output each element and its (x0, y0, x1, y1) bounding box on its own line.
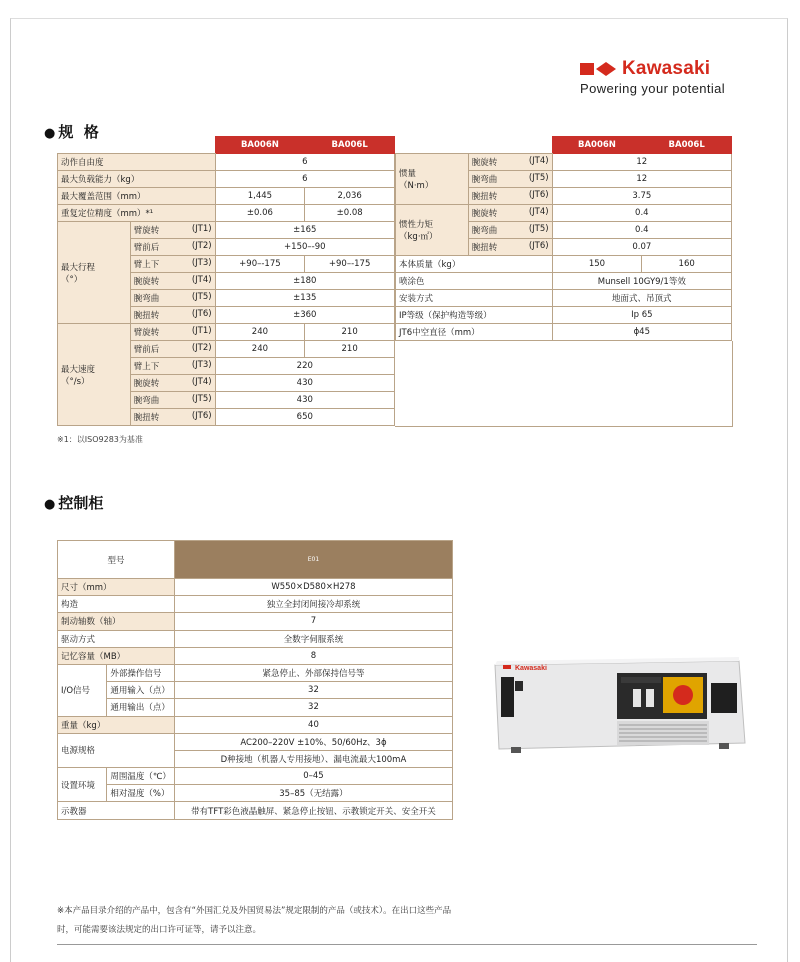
moment-label: 惯性力矩 （kg·㎡） (396, 205, 469, 256)
speed-jt1-n: 240 (215, 324, 305, 341)
mass-n: 150 (552, 256, 642, 273)
spec-note: ※1：以ISO9283为基准 (57, 435, 143, 444)
stroke-jt4-value: ±180 (215, 273, 394, 290)
mount-label: 安装方式 (396, 290, 553, 307)
header-ba006l-right: BA006L (642, 137, 732, 154)
power-value-1: AC200–220V ±10%、50/60Hz、3ϕ (174, 733, 452, 750)
io-ext-value: 紧急停止、外部保持信号等 (174, 664, 452, 681)
hollow-value: ϕ45 (552, 324, 731, 341)
mount-value: 地面式、吊顶式 (552, 290, 731, 307)
inertia-jt4-value: 12 (552, 154, 731, 171)
stroke-jt4-label: 腕旋转 (JT4) (130, 273, 215, 290)
moment-jt4-label: 腕旋转 (JT4) (468, 205, 552, 222)
stroke-jt3-n: +90–-175 (215, 256, 305, 273)
stroke-label: 最大行程 （°） (58, 222, 131, 324)
inertia-jt4-label: 腕旋转 (JT4) (468, 154, 552, 171)
stroke-jt2-value: +150–-90 (215, 239, 394, 256)
speed-jt3-label: 臂上下 (JT3) (130, 358, 215, 375)
speed-jt6-label: 腕扭转 (JT6) (130, 409, 215, 426)
stroke-jt1-value: ±165 (215, 222, 394, 239)
cabinet-table (57, 540, 453, 820)
header-ba006n-right: BA006N (552, 137, 642, 154)
structure-value: 独立全封闭间接冷却系统 (174, 596, 452, 613)
mass-label: 本体质量（kg） (396, 256, 553, 273)
io-ext-label: 外部操作信号 (107, 664, 175, 681)
drive-value: 全数字伺服系统 (174, 630, 452, 647)
ip-label: IP等级（保护构造等级） (396, 307, 553, 324)
speed-label: 最大速度 （°/s） (58, 324, 131, 426)
dof-value: 6 (215, 154, 394, 171)
stroke-jt2-label: 臂前后 (JT2) (130, 239, 215, 256)
env-humid-value: 35–85（无结露） (174, 785, 452, 802)
moment-jt6-value: 0.07 (552, 239, 731, 256)
io-in-value: 32 (174, 682, 452, 699)
inertia-jt5-label: 腕弯曲 (JT5) (468, 171, 552, 188)
axes-label: 制动轴数（轴） (58, 613, 175, 630)
cabinet-brand-text: Kawasaki (515, 665, 547, 672)
footnote (57, 902, 557, 940)
ip-value: Ip 65 (552, 307, 731, 324)
weight-label: 重量（kg） (58, 716, 175, 733)
env-temp-label: 周围温度（℃） (107, 768, 175, 785)
speed-jt5-value: 430 (215, 392, 394, 409)
structure-label: 构造 (58, 596, 175, 613)
env-humid-label: 相对湿度（%） (107, 785, 175, 802)
mass-l: 160 (642, 256, 732, 273)
env-label: 设置环境 (58, 768, 107, 802)
inertia-jt5-value: 12 (552, 171, 731, 188)
bottom-divider (57, 944, 757, 945)
env-temp-value: 0–45 (174, 768, 452, 785)
axes-value: 7 (174, 613, 452, 630)
speed-jt6-value: 650 (215, 409, 394, 426)
moment-jt4-value: 0.4 (552, 205, 731, 222)
teach-value: 带有TFT彩色液晶触屏、紧急停止按钮、示教锁定开关、安全开关 (174, 802, 452, 819)
speed-jt4-label: 腕旋转 (JT4) (130, 375, 215, 392)
io-in-label: 通用输入（点） (107, 682, 175, 699)
speed-jt5-label: 腕弯曲 (JT5) (130, 392, 215, 409)
bullet-icon: ● (44, 497, 56, 512)
cabinet-section-title: ● 控制柜 (44, 494, 104, 512)
moment-jt5-label: 腕弯曲 (JT5) (468, 222, 552, 239)
spec-section-title: ● 规 格 (44, 123, 99, 141)
io-out-label: 通用输出（点） (107, 699, 175, 716)
power-label: 电源规格 (58, 733, 175, 767)
footnote-line-2: 时，可能需要该法规定的出口许可证等，请予以注意。 (57, 925, 262, 935)
drive-label: 驱动方式 (58, 630, 175, 647)
right-table-edge (732, 341, 733, 427)
reach-label: 最大覆盖范围（mm） (58, 188, 216, 205)
weight-value: 40 (174, 716, 452, 733)
payload-label: 最大负载能力（kg） (58, 171, 216, 188)
color-value: Munsell 10GY9/1等效 (552, 273, 731, 290)
spec-table-left (57, 136, 395, 426)
size-label: 尺寸（mm） (58, 579, 175, 596)
right-table-bottom (395, 426, 733, 427)
header-ba006n: BA006N (215, 137, 305, 154)
model-value: E01 (174, 541, 452, 579)
memory-value: 8 (174, 647, 452, 664)
speed-jt4-value: 430 (215, 375, 394, 392)
controller-cabinet-image (491, 655, 749, 755)
dof-label: 动作自由度 (58, 154, 216, 171)
brand-name: Kawasaki (622, 58, 711, 79)
payload-value: 6 (215, 171, 394, 188)
bullet-icon: ● (44, 126, 56, 141)
repeat-label: 重复定位精度（mm）*¹ (58, 205, 216, 222)
speed-jt1-label: 臂旋转 (JT1) (130, 324, 215, 341)
io-out-value: 32 (174, 699, 452, 716)
stroke-jt5-value: ±135 (215, 290, 394, 307)
model-label: 型号 (58, 541, 175, 579)
speed-jt2-label: 臂前后 (JT2) (130, 341, 215, 358)
repeat-l: ±0.08 (305, 205, 395, 222)
brand-tagline: Powering your potential (580, 81, 726, 96)
speed-jt1-l: 210 (305, 324, 395, 341)
speed-jt3-value: 220 (215, 358, 394, 375)
stroke-jt6-label: 腕扭转 (JT6) (130, 307, 215, 324)
reach-l: 2,036 (305, 188, 395, 205)
kawasaki-logo (580, 58, 750, 96)
speed-jt2-l: 210 (305, 341, 395, 358)
inertia-label: 惯量 （N·m） (396, 154, 469, 205)
inertia-jt6-value: 3.75 (552, 188, 731, 205)
header-ba006l: BA006L (305, 137, 395, 154)
memory-label: 记忆容量（MB） (58, 647, 175, 664)
emergency-stop-icon (673, 685, 693, 705)
io-label: I/O信号 (58, 664, 107, 716)
stroke-jt3-label: 臂上下 (JT3) (130, 256, 215, 273)
moment-jt6-label: 腕扭转 (JT6) (468, 239, 552, 256)
spec-table-right (395, 136, 732, 341)
reach-n: 1,445 (215, 188, 305, 205)
kawasaki-mark-icon (580, 62, 616, 76)
connector-panel (501, 677, 514, 717)
hollow-label: JT6中空直径（mm） (396, 324, 553, 341)
stroke-jt1-label: 臂旋转 (JT1) (130, 222, 215, 239)
footnote-line-1: ※本产品目录介绍的产品中，包含有“外国汇兑及外国贸易法”规定限制的产品（或技术）。在出口这些产品 (57, 906, 452, 916)
color-label: 喷涂色 (396, 273, 553, 290)
repeat-n: ±0.06 (215, 205, 305, 222)
stroke-jt5-label: 腕弯曲 (JT5) (130, 290, 215, 307)
inertia-jt6-label: 腕扭转 (JT6) (468, 188, 552, 205)
speed-jt2-n: 240 (215, 341, 305, 358)
moment-jt5-value: 0.4 (552, 222, 731, 239)
stroke-jt3-l: +90–-175 (305, 256, 395, 273)
power-value-2: D种接地（机器人专用接地）、漏电流最大100mA (174, 750, 452, 767)
teach-label: 示教器 (58, 802, 175, 819)
size-value: W550×D580×H278 (174, 579, 452, 596)
stroke-jt6-value: ±360 (215, 307, 394, 324)
